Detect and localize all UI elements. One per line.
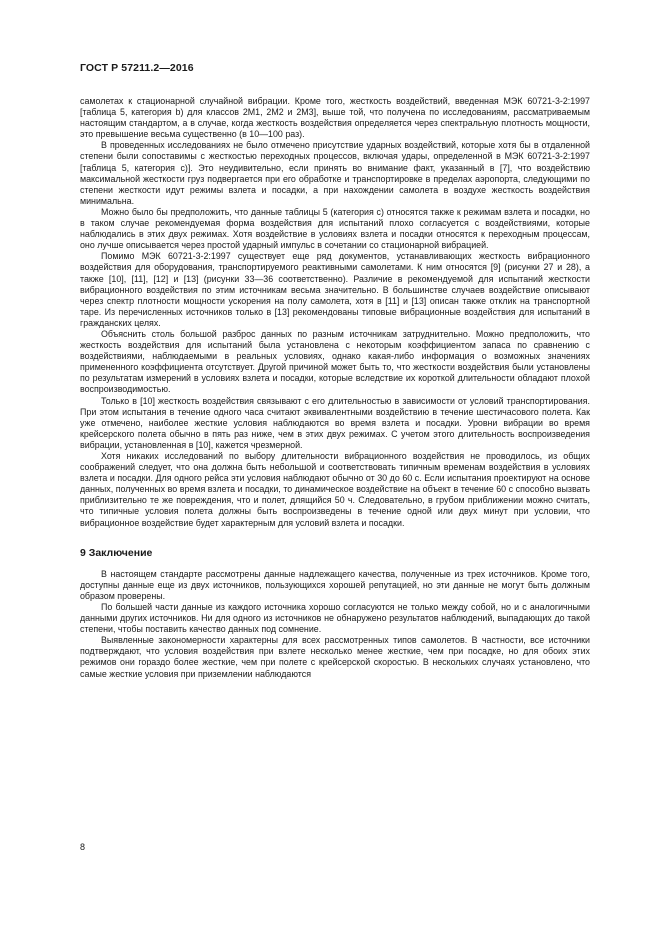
document-body	[80, 96, 590, 680]
paragraph-data-spread: Объяснить столь большой разброс данных по разным источникам затруднительно. Можно предположить, что жесткость воздействия для испытаний была установлена с некоторым коэффициентом запаса по сравнению с воздействиями, наблюдаемыми в реальных условиях, однако какая-либо информация о возможных значениях примененного коэффициента отсутствует. Другой причиной может быть то, что жесткости воздействия были установлены по результатам измерений в условиях взлета и посадки, которые вследствие их короткой длительности обладают плохой воспроизводимостью.	[80, 328, 590, 395]
document-header: ГОСТ Р 57211.2—2016	[80, 62, 194, 74]
paragraph-continuation: самолетах к стационарной случайной вибрации. Кроме того, жесткость воздействий, введенная МЭК 60721-3-2:1997 [таблица 5, категория b) для классов 2М1, 2М2 и 2М3], выше той, что получена по исследованиям, рассматриваемым настоящим стандартом, а в случае, когда жесткость воздействия определяется через спектральную плотность мощности, это превышение весьма существенно (в 10—100 раз).	[80, 96, 590, 140]
page-number: 8	[80, 842, 86, 852]
section-heading-conclusion: 9 Заключение	[80, 546, 153, 559]
paragraph-test-duration: Хотя никаких исследований по выбору длительности вибрационного воздействия не проводилось, из общих соображений следует, что она должна быть небольшой и соответствовать типичным временам воздействия в условиях взлета и посадки. Для одного рейса эти условия наблюдают обычно от 30 до 60 с. Если испытания проектируют на основе данных, полученных во время взлета и посадки, то динамическое воздействие на объект в течение 60 с способно вызвать приблизительно те же повреждения, что и полет, длящийся 50 ч. Следовательно, в грубом приближении можно считать, что типичные условия полета должны быть воспроизведены в течение одной или двух минут при условии, что вибрационное воздействие будет характерным для условий взлета и посадки.	[80, 451, 590, 528]
paragraph-takeoff-landing: Можно было бы предположить, что данные таблицы 5 (категория c) относятся также к режимам взлета и посадки, но в таком случае рекомендуемая форма воздействия для испытаний плохо согласуется с воздействиями, которые наблюдались в этих двух режимах. Хотя воздействие в условиях взлета и посадки относятся к переходным процессам, оно лучше описывается через простой ударный импульс в сочетании со стационарной вибрацией.	[80, 206, 590, 251]
paragraph-conclusion-patterns: Выявленные закономерности характерны для всех рассмотренных типов самолетов. В частности, все источники подтверждают, что условия воздействия при взлете несколько менее жесткие, чем при посадке, но для обоих этих режимов они гораздо более жесткие, чем при полете с крейсерской скоростью. В нескольких случаях установлено, что самые жесткие условия при приземлении наблюдаются	[80, 635, 590, 679]
paragraph-conclusion-agreement: По большей части данные из каждого источника хорошо согласуются не только между собой, но и с аналогичными данными других источников. Ни для одного из источников не обнаружено результатов наблюдений, выпадающих до такой степени, чтобы поставить качество данных под сомнение.	[80, 601, 590, 635]
paragraph-conclusion-sources: В настоящем стандарте рассмотрены данные надлежащего качества, полученные из трех источников. Кроме того, доступны данные еще из двух источников, пользующихся хорошей репутацией, но эти данные не могут быть должным образом проверены.	[80, 568, 590, 601]
paragraph-other-documents: Помимо МЭК 60721-3-2:1997 существует еще ряд документов, устанавливающих жесткость вибрационного воздействия для оборудования, транспортируемого реактивными самолетами. К ним относятся [9] (рисунки 27 и 28), а также [10], [11], [12] и [13] (рисунки 33—36 соответственно). Различие в рекомендуемой для испытаний жесткости вибрационного воздействия по этим источникам весьма значительно. В большинстве случаев воздействие описывают через спектр плотности мощности ускорения на полу самолета, хотя в [11] и [13] описан также отклик на транспортной таре. Из перечисленных источников только в [13] рекомендованы типовые вибрационные воздействия для испытаний в гражданских целях.	[80, 251, 590, 328]
paragraph-duration: Только в [10] жесткость воздействия связывают с его длительностью в зависимости от условий транспортирования. При этом испытания в течение одного часа считают эквивалентными воздействию в течение шестичасового полета. Как уже отмечено, наиболее жесткие условия наблюдаются во время взлета и посадки. Уровни вибрации во время крейсерского полета обычно в пять раз ниже, чем в этих двух режимах. С учетом этого длительность воспроизведения вибрации, установленная в [10], кажется чрезмерной.	[80, 395, 590, 450]
paragraph-shock-effects: В проведенных исследованиях не было отмечено присутствие ударных воздействий, которые хотя бы в отдаленной степени были сопоставимы с жесткостью переходных процессов, включая удары, определенной в МЭК 60721-3-2:1997 [таблица 5, категория c)]. Это неудивительно, если принять во внимание факт, указанный в [7], что воздействию максимальной жесткости груз подвергается при его обработке и транспортировке в пределах аэропорта, следующими по степени жесткости идут режимы взлета и посадки, а при нахождении самолета в воздухе жесткость воздействия минимальна.	[80, 140, 590, 206]
